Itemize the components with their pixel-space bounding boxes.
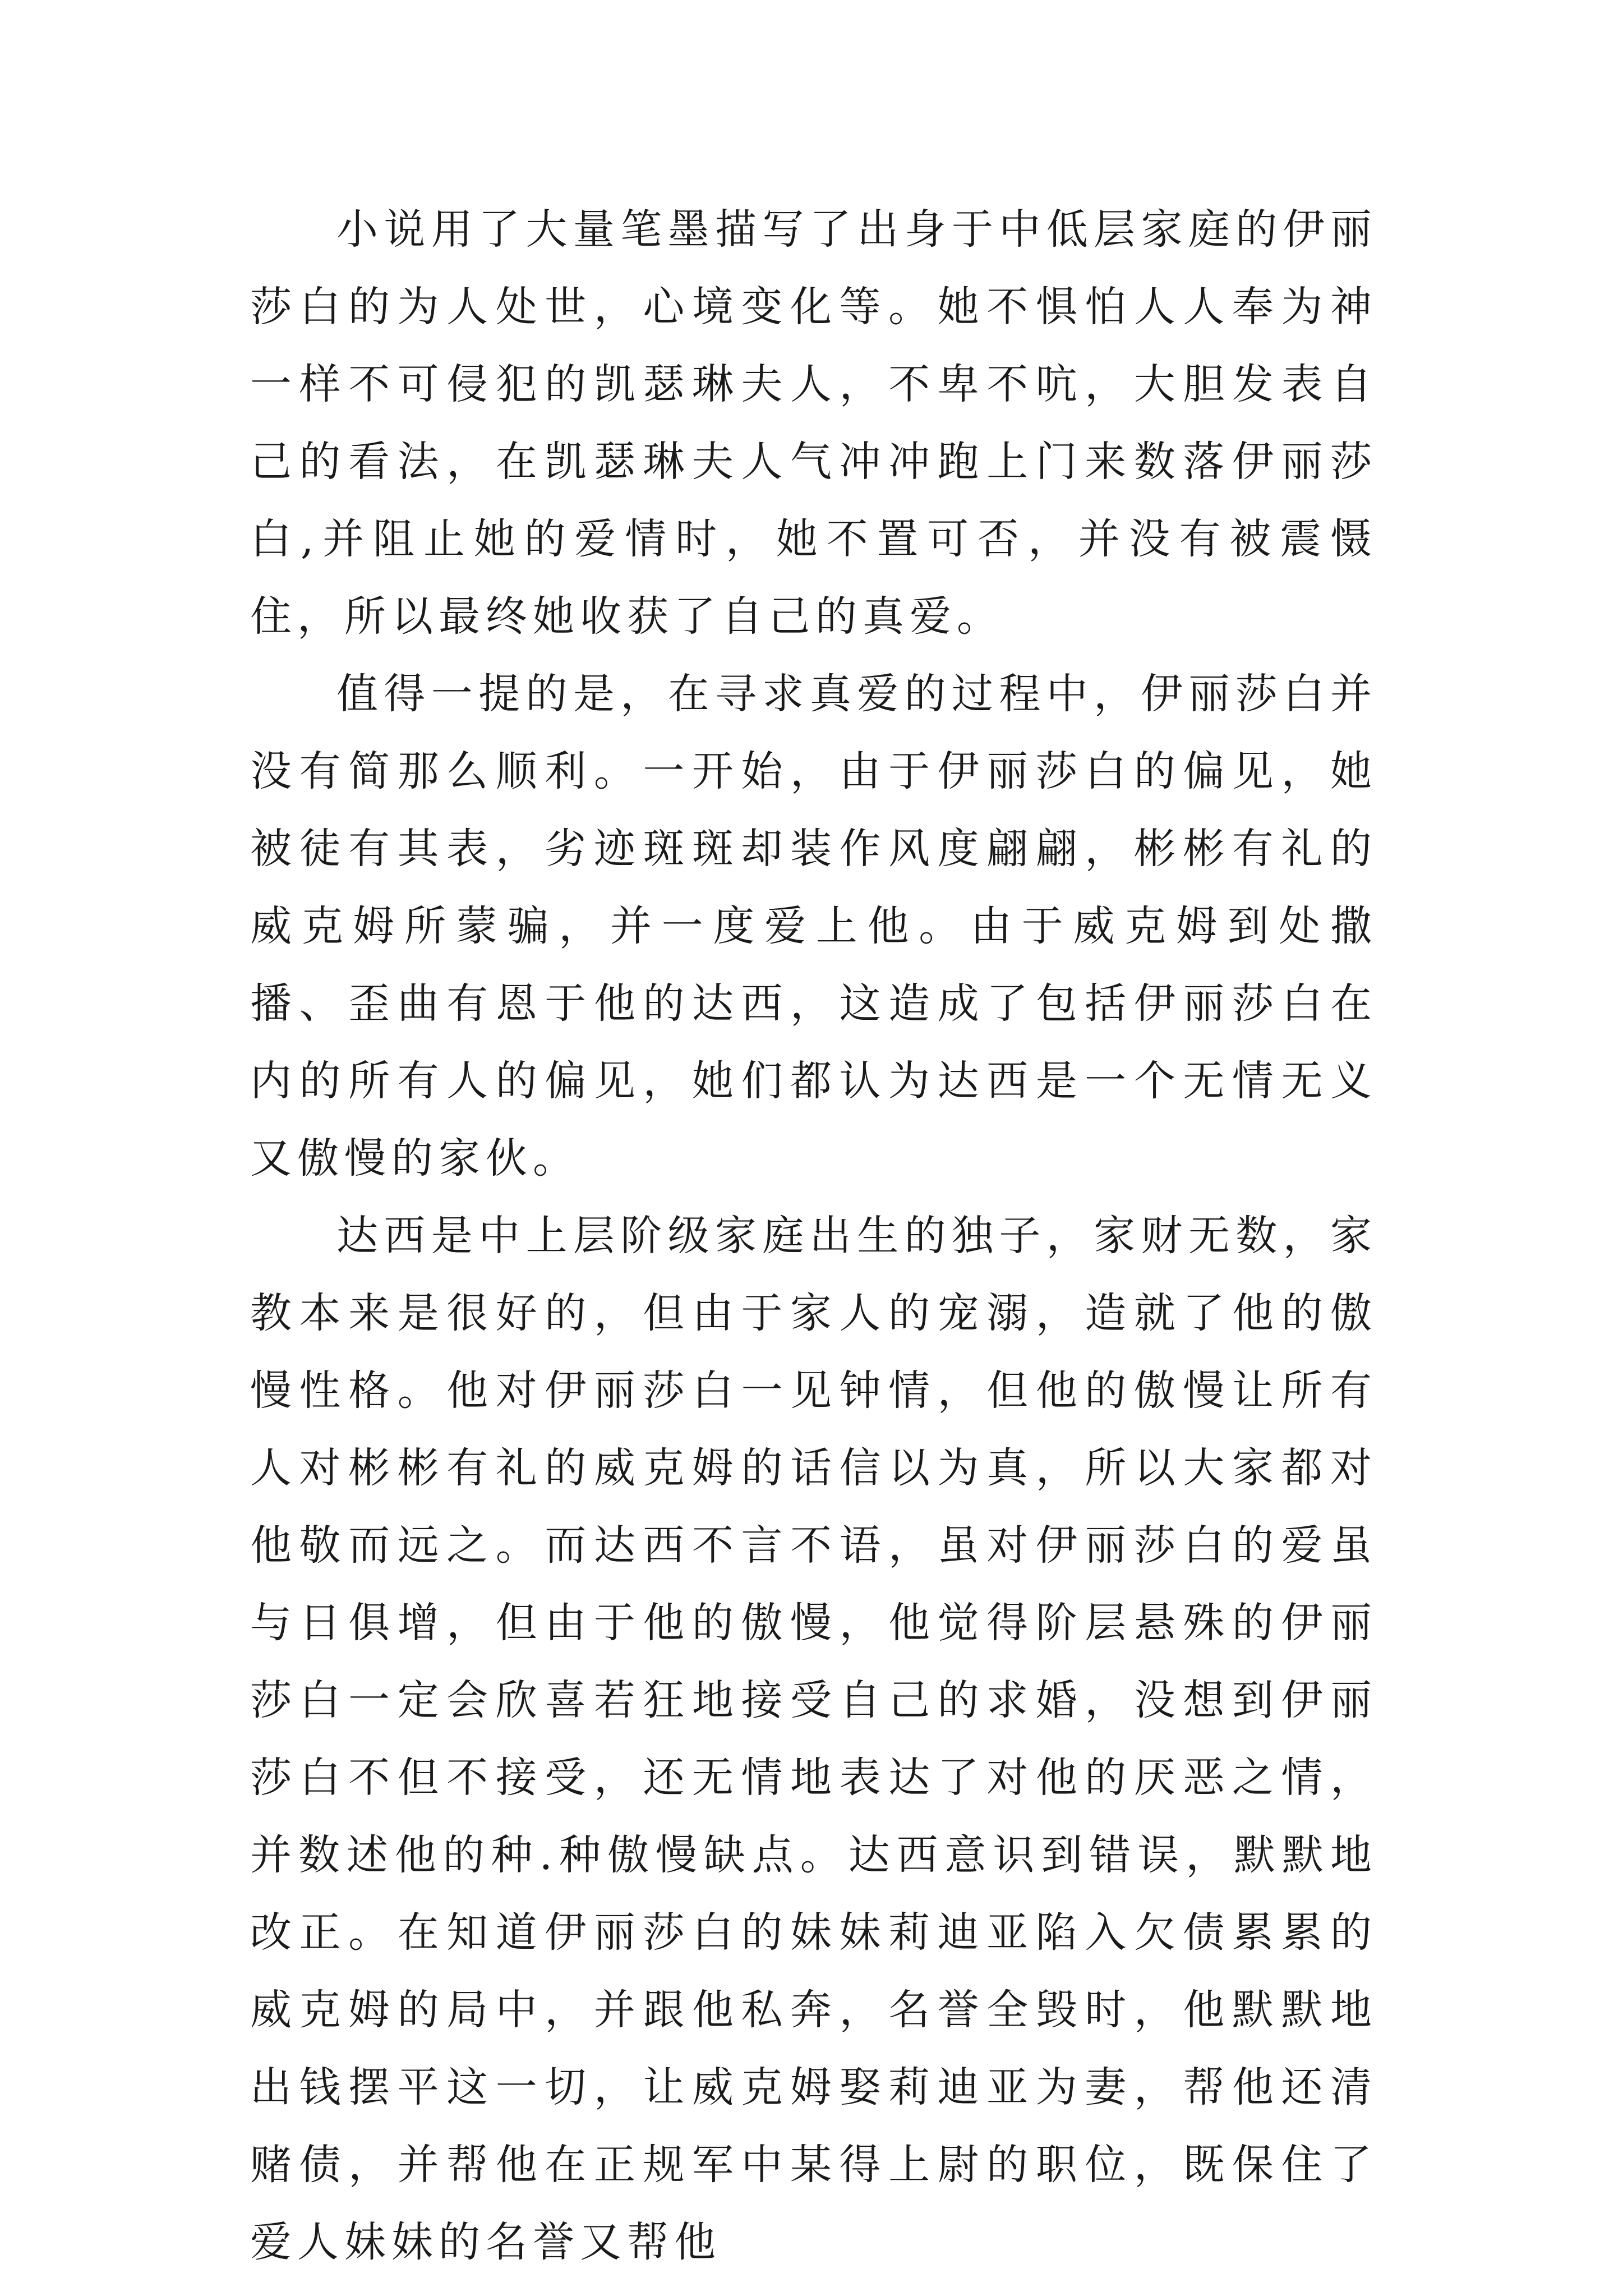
paragraph-2: 值得一提的是，在寻求真爱的过程中，伊丽莎白并没有简那么顺利。一开始，由于伊丽莎白的偏见，她被徒有其表，劣迹斑斑却装作风度翩翩，彬彬有礼的威克姆所蒙骗，并一度爱上他。由于威克姆到处撒播、歪曲有恩于他的达西，这造成了包括伊丽莎白在内的所有人的偏见，她们都认为达西是一个无情无义又傲慢的家伙。 xyxy=(250,670,1377,1182)
paragraph-1: 小说用了大量笔墨描写了出身于中低层家庭的伊丽莎白的为人处世，心境变化等。她不惧怕人人奉为神一样不可侵犯的凯瑟琳夫人，不卑不吭，大胆发表自己的看法，在凯瑟琳夫人气冲冲跑上门来数落伊丽莎白,并阻止她的爱情时，她不置可否，并没有被震慑住，所以最终她收获了自己的真爱。 xyxy=(250,205,1377,641)
body-text xyxy=(250,191,1377,2281)
paragraph-3: 达西是中上层阶级家庭出生的独子，家财无数，家教本来是很好的，但由于家人的宠溺，造就了他的傲慢性格。他对伊丽莎白一见钟情，但他的傲慢让所有人对彬彬有礼的威克姆的话信以为真，所以大家都对他敬而远之。而达西不言不语，虽对伊丽莎白的爱虽与日俱增，但由于他的傲慢，他觉得阶层悬殊的伊丽莎白一定会欣喜若狂地接受自己的求婚，没想到伊丽莎白不但不接受，还无情地表达了对他的厌恶之情，并数述他的种.种傲慢缺点。达西意识到错误，默默地改正。在知道伊丽莎白的妹妹莉迪亚陷入欠债累累的威克姆的局中，并跟他私奔，名誉全毁时，他默默地出钱摆平这一切，让威克姆娶莉迪亚为妻，帮他还清赌债，并帮他在正规军中某得上尉的职位，既保住了爱人妹妹的名誉又帮他 xyxy=(250,1212,1377,2266)
